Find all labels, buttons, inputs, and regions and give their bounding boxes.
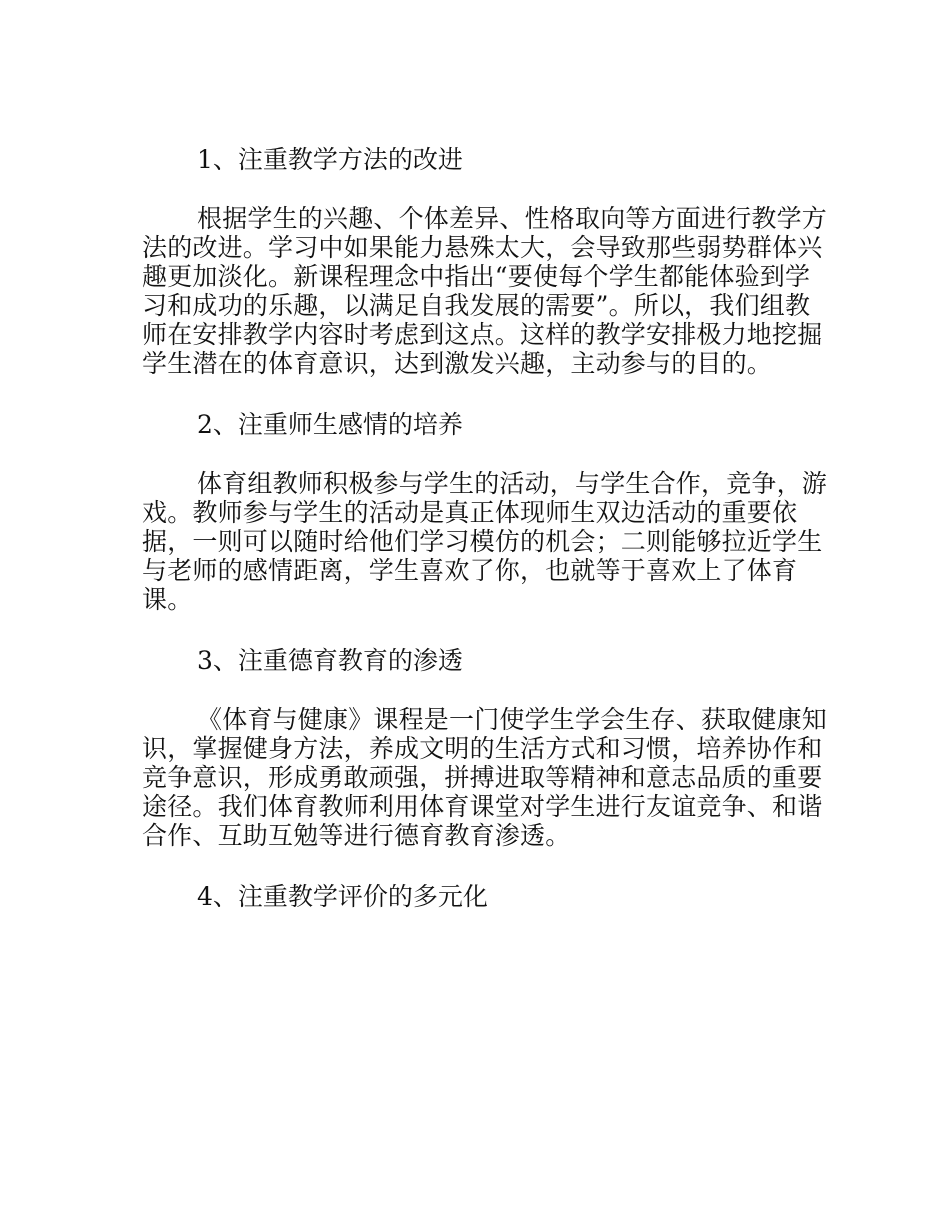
section-paragraph-3: 《体育与健康》课程是一门使学生学会生存、获取健康知识，掌握健身方法，养成文明的生活方式和习惯，培养协作和竞争意识，形成勇敢顽强，拼搏进取等精神和意志品质的重要途径。我们体育教师利用体育课堂对学生进行友谊竞争、和谐合作、互助互勉等进行德育教育渗透。	[142, 705, 828, 850]
section-paragraph-2: 体育组教师积极参与学生的活动，与学生合作，竞争，游戏。教师参与学生的活动是真正体现师生双边活动的重要依据，一则可以随时给他们学习模仿的机会；二则能够拉近学生与老师的感情距离，学生喜欢了你，也就等于喜欢上了体育课。	[142, 469, 828, 614]
section-paragraph-1: 根据学生的兴趣、个体差异、性格取向等方面进行教学方法的改进。学习中如果能力悬殊太大，会导致那些弱势群体兴趣更加淡化。新课程理念中指出“要使每个学生都能体验到学习和成功的乐趣，以满足自我发展的需要”。所以，我们组教师在安排教学内容时考虑到这点。这样的教学安排极力地挖掘学生潜在的体育意识，达到激发兴趣，主动参与的目的。	[142, 204, 828, 378]
document-body	[142, 143, 830, 913]
section-heading-4: 4、注重教学评价的多元化	[197, 882, 488, 911]
section-heading-1: 1、注重教学方法的改进	[197, 145, 463, 174]
section-heading-2: 2、注重师生感情的培养	[197, 410, 463, 439]
section-heading-3: 3、注重德育教育的渗透	[197, 646, 463, 675]
